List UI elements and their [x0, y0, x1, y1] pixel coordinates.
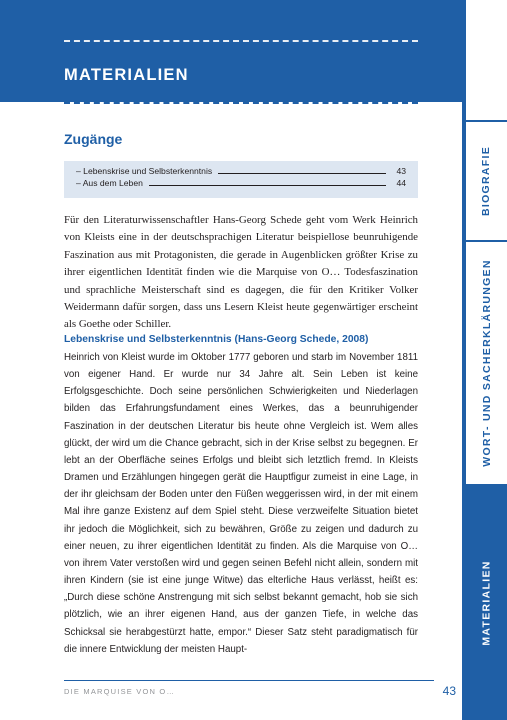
toc-entry-page: 44	[396, 178, 406, 188]
sidebar-tab-label: MATERIALIEN	[480, 560, 493, 646]
chapter-sidebar	[462, 0, 507, 720]
chapter-title: MATERIALIEN	[64, 66, 189, 84]
sidebar-tab-label: WORT- UND SACHERKLÄRUNGEN	[480, 259, 493, 467]
excerpt-heading: Lebenskrise und Selbsterkenntnis (Hans-Georg Schede, 2008)	[64, 334, 369, 345]
toc-entry[interactable]	[76, 166, 406, 178]
page-number: 43	[442, 684, 456, 698]
toc-entry[interactable]	[76, 178, 406, 190]
intro-paragraph: Für den Literaturwissenschaftler Hans-Georg Schede geht vom Werk Heinrich von Kleists eine in der deutschsprachigen Literatur beispiellose beunruhigende Faszination aus mit Protagonisten, die gerade in Augenblicken größter Krise zu ihrer eigentlichen Identität finden wie die Marquise von O… Todesfaszination und sprachliche Meisterschaft sind es dagegen, die für den Kritiker Volker Weidermann dafür sorgen, dass uns Lesern Kleist heute gegenwärtiger erscheint als Goethe oder Schiller.	[64, 214, 418, 331]
toc-entry-page: 43	[396, 166, 406, 176]
sidebar-tab-label: BIOGRAFIE	[480, 145, 493, 217]
toc-entry-title: – Lebenskrise und Selbsterkenntnis	[76, 166, 213, 176]
toc-leader-line	[218, 173, 386, 174]
table-of-contents	[64, 161, 418, 198]
sidebar-tab-biografie[interactable]	[466, 120, 507, 240]
excerpt-body: Heinrich von Kleist wurde im Oktober 1777 geboren und starb im November 1811 von eigener Hand. Er wurde nur 34 Jahre alt. Sein Leben ist keine Erfolgsgeschichte. Doch seine persönlichen Schwierigkeiten und Niederlagen bilden das Erfahrungsfundament eines Werkes, das a beunruhigender Faszination in der deutschen Literatur bis heute ohne Vergleich ist. Wem alles glückt, der wird um die Chance gebracht, sich in der Krise selbst zu begegnen. Er lebt an der Oberfläche seines Erfolgs und bleibt sich letztlich fremd. In Kleists Dramen und Erzählungen hingegen gerät die Hauptfigur zumeist in eine Lage, in der ihr gleichsam der Boden unter den Füßen weggerissen wird, in der mit einem Mal ihre ganze Existenz auf dem Spiel steht. Diese verzweifelte Situation bietet ihr jedoch die Möglichkeit, sich zu bewähren, Größe zu zeigen und dadurch zu einer neuen, zu ihrer eigentlichen Identität zu finden. Als die Marquise von O… von ihrem Vater verstoßen wird und gegen seinen Befehl nicht allein, sondern mit ihren Kindern (sie ist eine junge Witwe) das elterliche Haus verlässt, heißt es: „Durch diese schöne Anstrengung mit sich selbst bekannt gemacht, hob sie sich plötzlich, wie an ihrer eigenen Hand, aus der ganzen Tiefe, in welche das Schicksal sie herabgestürzt hatte, empor.“ Dieser Satz steht paradigmatisch für die innere Entwicklung der meisten Haupt-	[64, 352, 418, 655]
sidebar-tab-materialien[interactable]	[466, 484, 507, 720]
running-footer-title: DIE MARQUISE VON O…	[64, 687, 176, 696]
sidebar-tab-wort-und-sacherklaerungen[interactable]	[466, 240, 507, 484]
footer-rule	[64, 680, 434, 681]
toc-leader-line	[149, 185, 386, 186]
section-heading: Zugänge	[64, 131, 123, 147]
toc-entry-title: – Aus dem Leben	[76, 178, 143, 188]
sidebar-edge-strip	[462, 0, 466, 720]
header-dashed-rule	[64, 40, 418, 42]
header-dashed-underline	[64, 102, 418, 104]
header-band	[0, 0, 462, 102]
